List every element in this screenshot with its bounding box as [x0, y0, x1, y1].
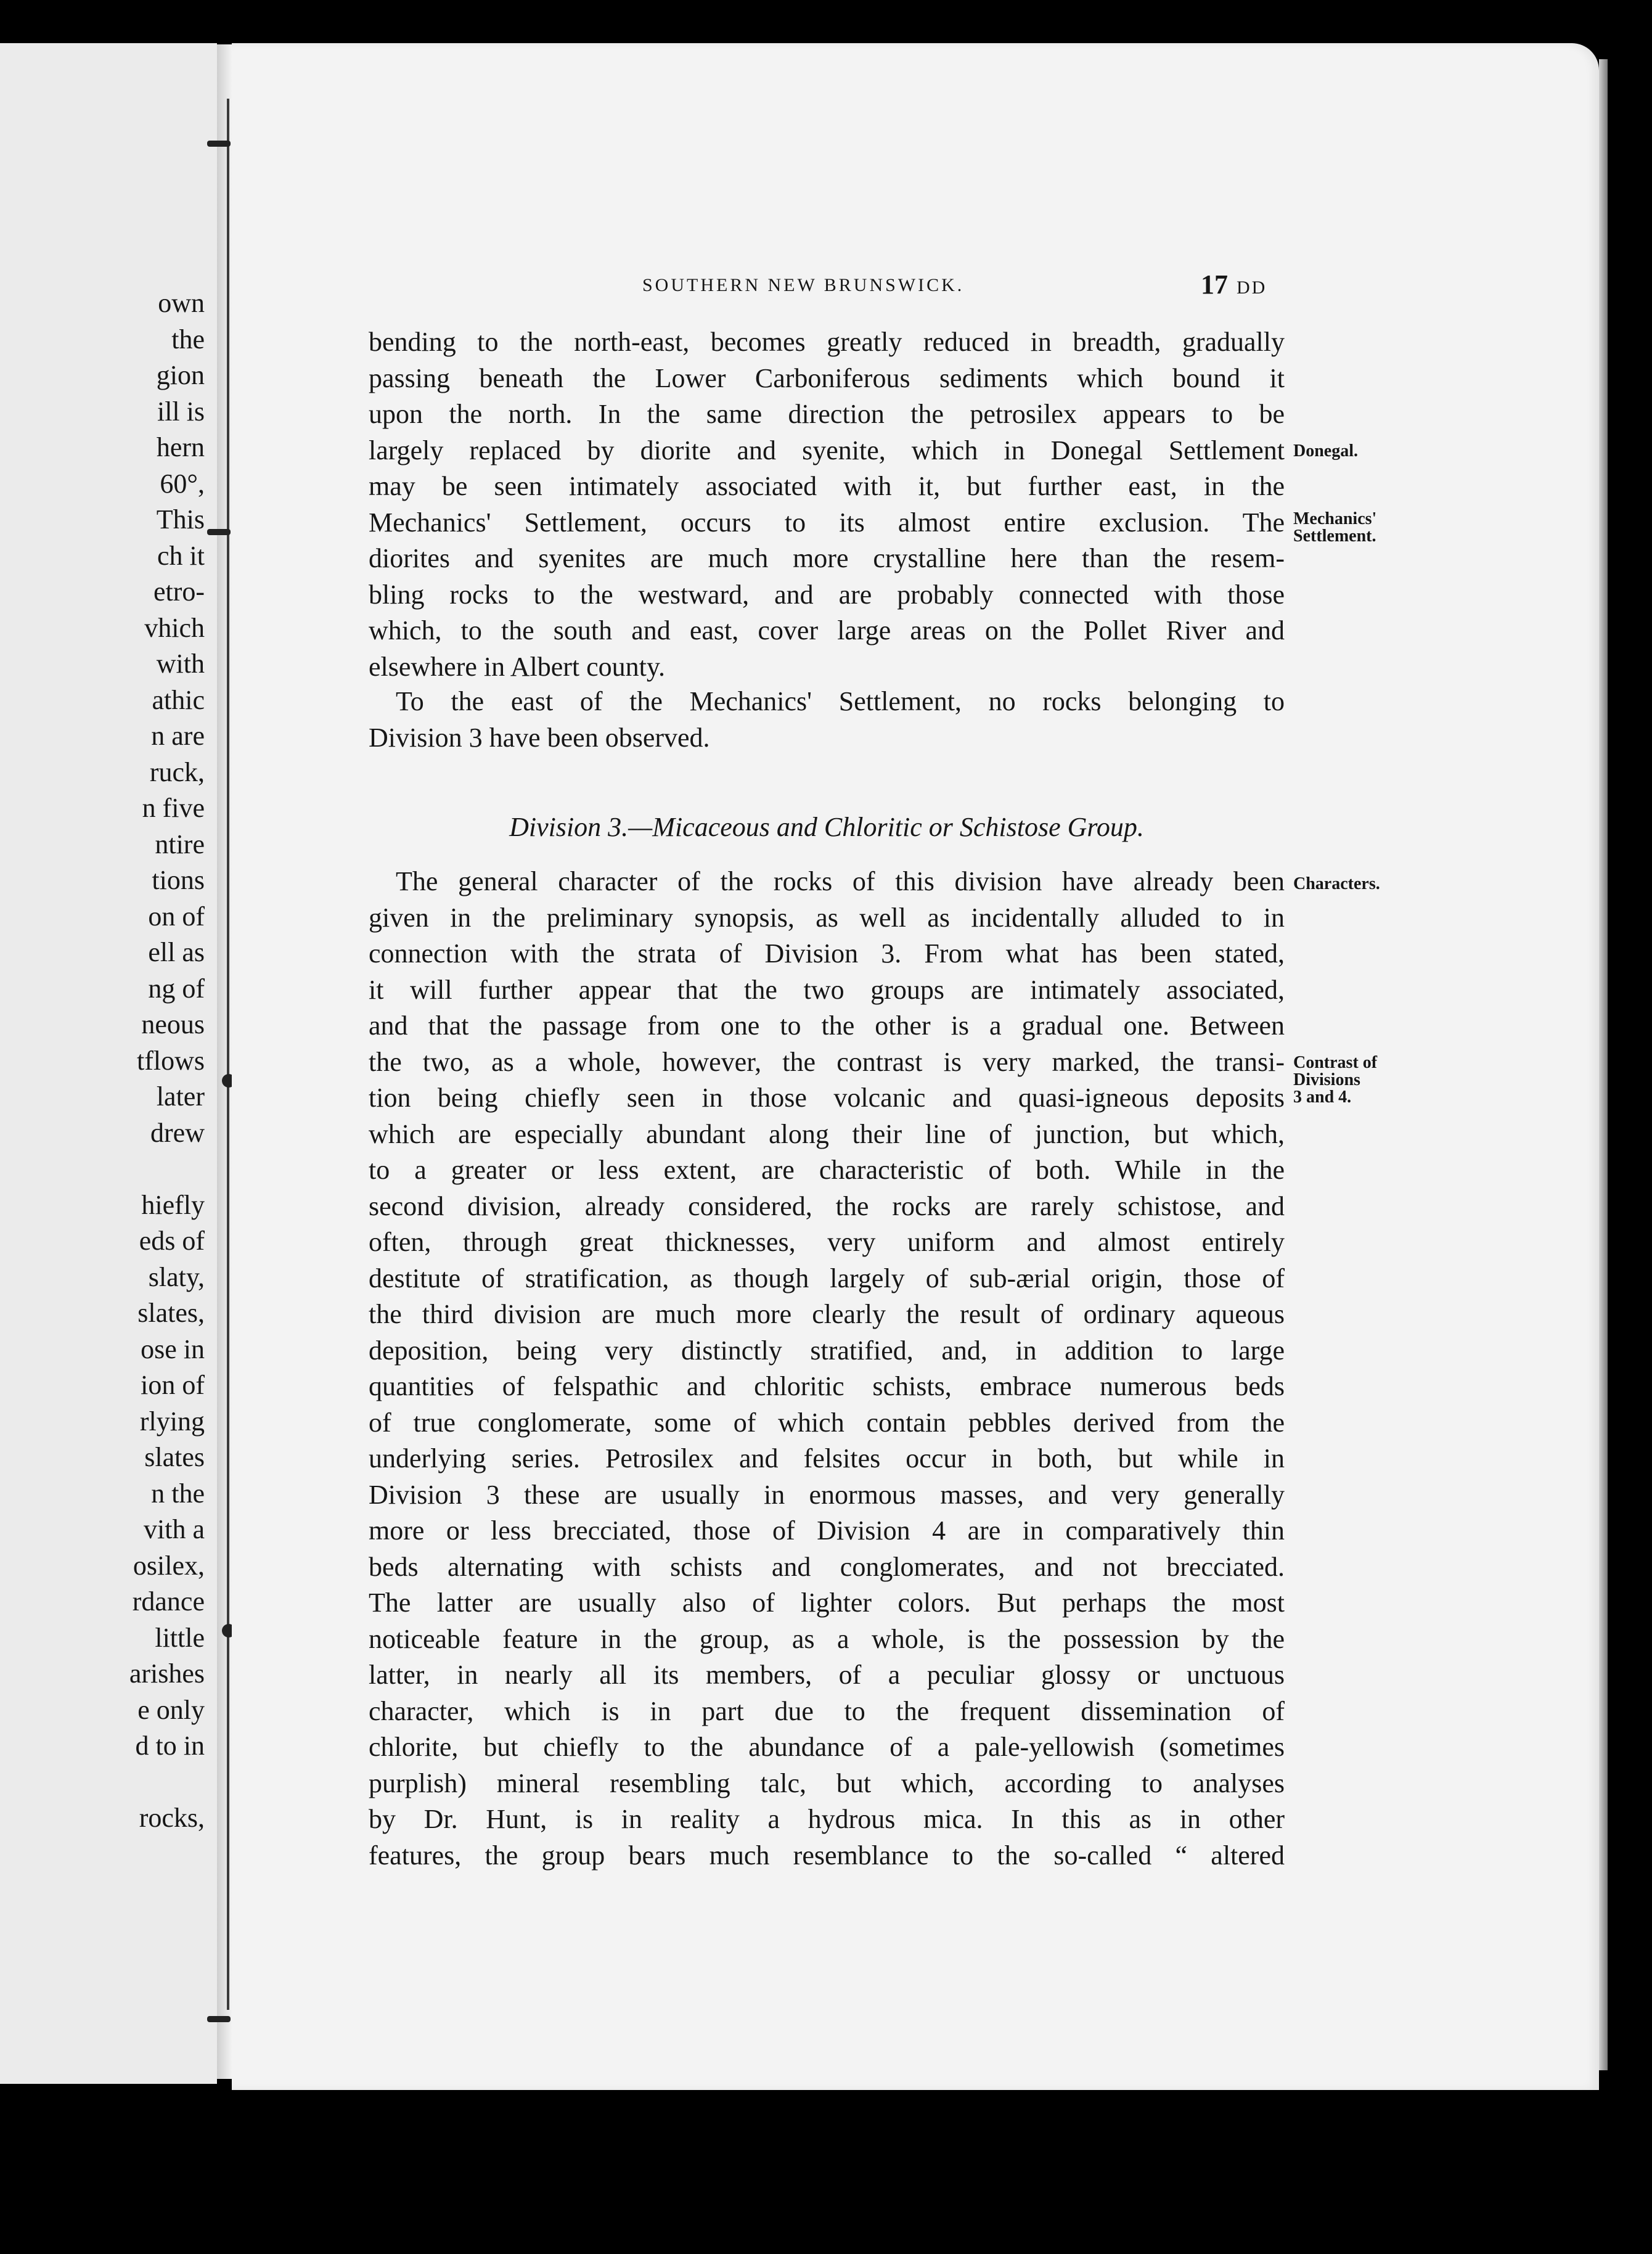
paragraph-line: To the east of the Mechanics' Settlement, no rocks belonging to: [396, 686, 1285, 716]
left-page-line: ntire: [155, 829, 205, 859]
margin-note: [1293, 1054, 1377, 1106]
paragraph-line: passing beneath the Lower Carboniferous sediments which bound it: [369, 363, 1285, 393]
left-page-line: rdance: [132, 1586, 205, 1617]
paragraph-line: may be seen intimately associated with it, but further east, in the: [369, 471, 1285, 501]
left-page-line: own: [158, 288, 205, 318]
page-number: [1201, 269, 1267, 300]
margin-note-line: Divisions: [1293, 1070, 1360, 1089]
left-page-line: ion of: [141, 1370, 205, 1400]
paragraph-line: more or less brecciated, those of Division 4 are in comparatively thin: [369, 1515, 1285, 1546]
paragraph-line: upon the north. In the same direction the petrosilex appears to be: [369, 399, 1285, 429]
binding-stitch: [207, 2016, 231, 2022]
page-edge: [1599, 59, 1608, 2070]
paragraph-line: of true conglomerate, some of which contain pebbles derived from the: [369, 1407, 1285, 1438]
margin-note: [1293, 510, 1376, 545]
page-number-value: 17: [1201, 269, 1228, 300]
paragraph-line: to a greater or less extent, are characteristic of both. While in the: [369, 1155, 1285, 1185]
left-page-line: tflows: [137, 1045, 205, 1076]
margin-note-line: Characters.: [1293, 874, 1380, 893]
left-page-line: later: [156, 1081, 205, 1112]
left-page-line: hern: [156, 432, 205, 462]
left-page-line: tions: [152, 865, 205, 895]
left-page-line: vith a: [144, 1514, 205, 1544]
left-page-line: neous: [141, 1009, 205, 1039]
left-page-line: 60°,: [160, 468, 205, 499]
paragraph-line: given in the preliminary synopsis, as well as incidentally alluded to in: [369, 902, 1285, 933]
page-number-suffix: DD: [1237, 277, 1267, 298]
margin-note-line: Contrast of: [1293, 1053, 1378, 1072]
paragraph-line: deposition, being very distinctly stratified, and, in addition to large: [369, 1335, 1285, 1366]
paragraph-line: destitute of stratification, as though largely of sub-ærial origin, those of: [369, 1263, 1285, 1293]
paragraph-line: and that the passage from one to the other is a gradual one. Between: [369, 1010, 1285, 1041]
margin-note-line: 3 and 4.: [1293, 1088, 1352, 1107]
left-facing-page: [0, 43, 217, 2084]
paragraph-line: second division, already considered, the rocks are rarely schistose, and: [369, 1191, 1285, 1221]
paragraph-line: Division 3 these are usually in enormous masses, and very generally: [369, 1479, 1285, 1510]
left-page-line: the: [171, 324, 205, 354]
left-page-line: ch it: [157, 540, 205, 571]
left-page-line: ose in: [141, 1334, 205, 1364]
paragraph-line: largely replaced by diorite and syenite, which in Donegal Settlement: [369, 435, 1285, 465]
paragraph-line: noticeable feature in the group, as a whole, is the possession by the: [369, 1623, 1285, 1654]
margin-note: [1293, 875, 1380, 893]
left-page-line: arishes: [129, 1658, 205, 1689]
left-page-line: n are: [151, 721, 205, 751]
left-page-line: drew: [150, 1117, 205, 1148]
paragraph-line: diorites and syenites are much more crystalline here than the resem-: [369, 543, 1285, 573]
paragraph-line: often, through great thicknesses, very uniform and almost entirely: [369, 1227, 1285, 1257]
left-page-line: rlying: [139, 1406, 205, 1436]
left-page-line: ill is: [157, 396, 205, 427]
left-page-line: with: [156, 649, 205, 679]
left-page-line: etro-: [153, 576, 205, 607]
left-page-line: d to in: [135, 1731, 205, 1761]
paragraph-line: the third division are much more clearly the result of ordinary aqueous: [369, 1299, 1285, 1329]
paragraph-line: tion being chiefly seen in those volcanic and quasi-igneous deposits: [369, 1083, 1285, 1113]
paragraph-line: The latter are usually also of lighter colors. But perhaps the most: [369, 1588, 1285, 1618]
section-heading: Division 3.—Micaceous and Chloritic or Schistose Group.: [509, 812, 1144, 842]
margin-note-line: Mechanics': [1293, 509, 1377, 528]
binding-thread: [227, 99, 229, 2010]
left-page-line: ruck,: [149, 756, 205, 787]
page-gutter: [217, 44, 232, 2079]
left-page-line: gion: [156, 360, 205, 390]
left-page-line: osilex,: [133, 1550, 205, 1581]
left-page-line: slates,: [137, 1298, 205, 1328]
left-page-line: This: [156, 504, 205, 535]
left-page-line: rocks,: [139, 1803, 205, 1833]
left-page-line: slates: [144, 1442, 205, 1472]
binding-stitch: [207, 529, 231, 535]
margin-note-line: Settlement.: [1293, 527, 1376, 546]
paragraph-line: which, to the south and east, cover large areas on the Pollet River and: [369, 615, 1285, 645]
paragraph-line: bling rocks to the westward, and are probably connected with those: [369, 579, 1285, 610]
margin-note-line: Donegal.: [1293, 441, 1358, 461]
margin-note: [1293, 443, 1358, 460]
paragraph-line: underlying series. Petrosilex and felsites occur in both, but while in: [369, 1443, 1285, 1473]
paragraph-line: The general character of the rocks of this division have already been: [396, 866, 1285, 896]
left-page-line: vhich: [144, 612, 205, 643]
left-page-line: ng of: [148, 973, 205, 1004]
left-page-line: hiefly: [141, 1189, 205, 1220]
paragraph-line: elsewhere in Albert county.: [369, 651, 665, 682]
left-page-line: n five: [142, 793, 205, 823]
paragraph-line: it will further appear that the two groups are intimately associated,: [369, 974, 1285, 1005]
paragraph-line: features, the group bears much resemblance to the so-called “ altered: [369, 1840, 1285, 1871]
running-head: SOUTHERN NEW BRUNSWICK.: [642, 275, 965, 295]
paragraph-line: the two, as a whole, however, the contrast is very marked, the transi-: [369, 1046, 1285, 1077]
paragraph-line: which are especially abundant along their line of junction, but which,: [369, 1118, 1285, 1149]
paragraph-line: quantities of felspathic and chloritic schists, embrace numerous beds: [369, 1371, 1285, 1401]
paragraph-line: Division 3 have been observed.: [369, 722, 710, 753]
paragraph-line: Mechanics' Settlement, occurs to its almost entire exclusion. The: [369, 507, 1285, 538]
paragraph-line: character, which is in part due to the frequent dissemination of: [369, 1695, 1285, 1726]
left-page-line: ell as: [148, 937, 205, 967]
paragraph-line: bending to the north-east, becomes greatly reduced in breadth, gradually: [369, 327, 1285, 357]
paragraph-line: chlorite, but chiefly to the abundance of a pale-yellowish (sometimes: [369, 1732, 1285, 1762]
paragraph-line: connection with the strata of Division 3. From what has been stated,: [369, 938, 1285, 969]
left-page-line: athic: [152, 684, 205, 715]
left-page-line: slaty,: [148, 1261, 205, 1292]
left-page-line: on of: [148, 901, 205, 932]
binding-stitch: [207, 141, 231, 147]
paragraph-line: latter, in nearly all its members, of a peculiar glossy or unctuous: [369, 1660, 1285, 1690]
left-page-line: little: [155, 1622, 205, 1653]
left-page-line: n the: [151, 1478, 205, 1509]
paragraph-line: purplish) mineral resembling talc, but which, according to analyses: [369, 1768, 1285, 1798]
left-page-line: eds of: [139, 1226, 205, 1256]
paragraph-line: beds alternating with schists and conglomerates, and not brecciated.: [369, 1551, 1285, 1582]
paragraph-line: by Dr. Hunt, is in reality a hydrous mica. In this as in other: [369, 1804, 1285, 1834]
left-page-line: e only: [137, 1694, 205, 1725]
